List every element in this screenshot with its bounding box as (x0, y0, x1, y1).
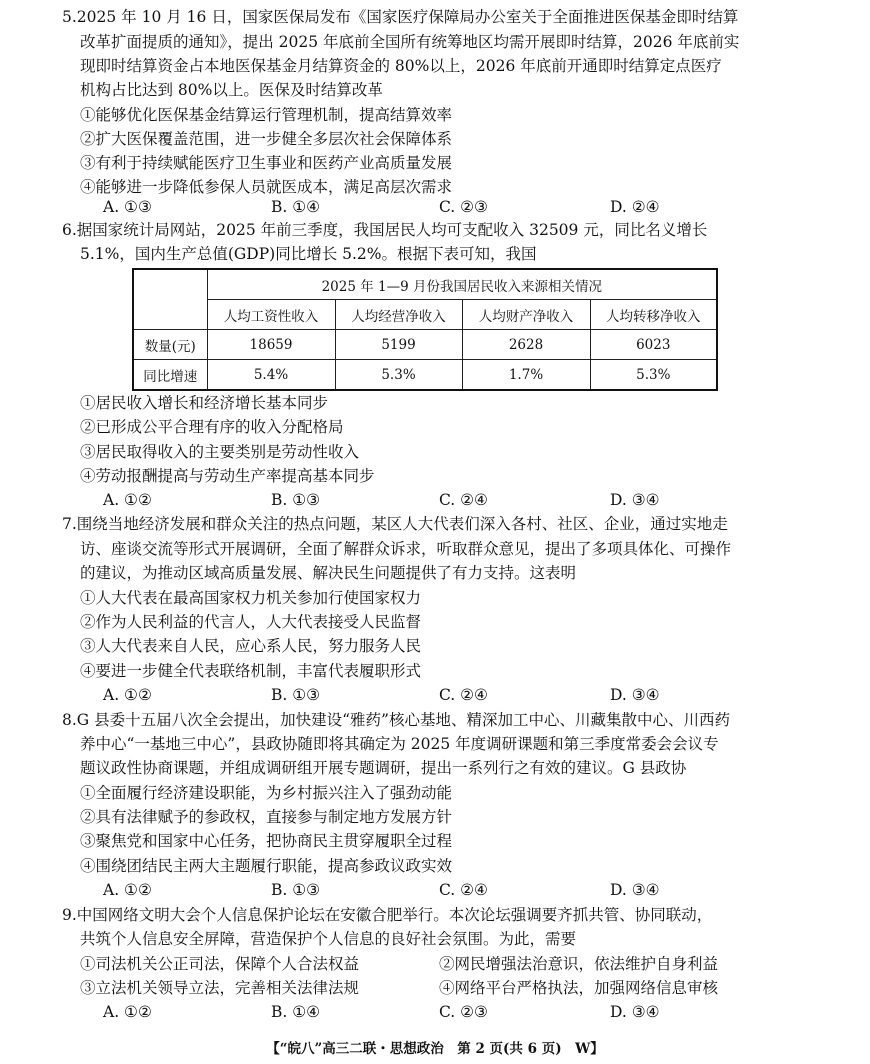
statement-option: ③居民取得收入的主要类别是劳动性收入 (80, 443, 360, 461)
statement-option: ②具有法律赋予的参政权，直接参与制定地方发展方针 (80, 808, 453, 826)
table-cell: 5.3% (590, 360, 717, 391)
answer-choice-d: D. ③④ (610, 1003, 660, 1021)
answer-choice-d: D. ③④ (610, 881, 660, 899)
statement-option: ④围绕团结民主两大主题履行职能，提高参政议政实效 (80, 857, 453, 875)
question-text-line: 5.1%，国内生产总值(GDP)同比增长 5.2%。根据下表可知，我国 (80, 245, 537, 263)
answer-choice-b: B. ①③ (271, 686, 321, 704)
table-cell: 18659 (207, 330, 335, 360)
answer-choice-c: C. ②④ (439, 491, 488, 509)
question-text-line: 访、座谈交流等形式开展调研，全面了解群众诉求，听取群众意见，提出了多项具体化、可操作 (80, 540, 732, 558)
statement-option: ①居民收入增长和经济增长基本同步 (80, 394, 329, 412)
column-header: 人均工资性收入 (207, 300, 335, 330)
answer-choice-b: B. ①③ (271, 491, 321, 509)
table-title: 2025 年 1—9 月份我国居民收入来源相关情况 (207, 269, 717, 300)
statement-option: ④能够进一步降低参保人员就医成本，满足高层次需求 (80, 178, 453, 196)
statement-option: ②扩大医保覆盖范围，进一步健全多层次社会保障体系 (80, 130, 453, 148)
statement-option: ②网民增强法治意识，依法维护自身利益 (439, 955, 719, 973)
answer-choice-d: D. ③④ (610, 686, 660, 704)
answer-choice-d: D. ②④ (610, 198, 660, 216)
statement-option: ②已形成公平合理有序的收入分配格局 (80, 418, 344, 436)
answer-choice-c: C. ②④ (439, 881, 488, 899)
statement-option: ③人大代表来自人民，应心系人民，努力服务人民 (80, 637, 422, 655)
question-text-line: 题议政性协商课题，并组成调研组开展专题调研，提出一系列行之有效的建议。G 县政协 (80, 759, 687, 777)
statement-option: ③立法机关领导立法，完善相关法律法规 (80, 979, 360, 997)
table-cell: 6023 (590, 330, 717, 360)
statement-option: ④网络平台严格执法，加强网络信息审核 (439, 979, 719, 997)
column-header: 人均经营净收入 (335, 300, 462, 330)
answer-choice-d: D. ③④ (610, 491, 660, 509)
table-cell: 5199 (335, 330, 462, 360)
answer-choice-c: C. ②④ (439, 686, 488, 704)
question-text-line: 7.围绕当地经济发展和群众关注的热点问题，某区人大代表们深入各村、社区、企业，通过实地走 (62, 515, 728, 533)
answer-choice-b: B. ①④ (271, 1003, 321, 1021)
question-text-line: 的建议，为推动区域高质量发展、解决民生问题提供了有力支持。这表明 (80, 564, 577, 582)
statement-option: ③有利于持续赋能医疗卫生事业和医药产业高质量发展 (80, 154, 453, 172)
answer-choice-a: A. ①③ (103, 198, 152, 216)
table-row (133, 330, 717, 360)
column-header: 人均财产净收入 (462, 300, 590, 330)
answer-choice-a: A. ①② (103, 491, 152, 509)
answer-choice-b: B. ①③ (271, 881, 321, 899)
question-text-line: 5.2025 年 10 月 16 日，国家医保局发布《国家医疗保障局办公室关于全面推进医保基金即时结算 (62, 8, 739, 26)
statement-option: ④劳动报酬提高与劳动生产率提高基本同步 (80, 467, 375, 485)
answer-choice-c: C. ②③ (439, 198, 488, 216)
statement-option: ②作为人民利益的代言人，人大代表接受人民监督 (80, 613, 422, 631)
question-text-line: 6.据国家统计局网站，2025 年前三季度，我国居民人均可支配收入 32509 元，同比名义增长 (62, 221, 708, 239)
table-cell: 2628 (462, 330, 590, 360)
statement-option: ④要进一步健全代表联络机制，丰富代表履职形式 (80, 662, 422, 680)
answer-choice-b: B. ①④ (271, 198, 321, 216)
statement-option: ①司法机关公正司法，保障个人合法权益 (80, 955, 360, 973)
column-header: 人均转移净收入 (590, 300, 717, 330)
page-footer: 【“皖八”高三二联・思想政治 第 2 页(共 6 页) W】 (266, 1041, 604, 1057)
row-label: 同比增速 (133, 360, 207, 391)
answer-choice-c: C. ②③ (439, 1003, 488, 1021)
table-row (133, 360, 717, 391)
question-text-line: 9.中国网络文明大会个人信息保护论坛在安徽合肥举行。本次论坛强调要齐抓共管、协同联动， (62, 906, 713, 924)
answer-choice-a: A. ①② (103, 1003, 152, 1021)
question-text-line: 改革扩面提质的通知》，提出 2025 年底前全国所有统筹地区均需开展即时结算，2026 年底前实 (80, 33, 740, 51)
answer-choice-a: A. ①② (103, 686, 152, 704)
statement-option: ①人大代表在最高国家权力机关参加行使国家权力 (80, 589, 422, 607)
statement-option: ①能够优化医保基金结算运行管理机制，提高结算效率 (80, 106, 453, 124)
row-label: 数量(元) (133, 330, 207, 360)
question-text-line: 养中心“一基地三中心”，县政协随即将其确定为 2025 年度调研课题和第三季度常委会会议专 (80, 735, 719, 753)
answer-choice-a: A. ①② (103, 881, 152, 899)
question-text-line: 共筑个人信息安全屏障，营造保护个人信息的良好社会氛围。为此，需要 (80, 930, 577, 948)
table-corner-cell (133, 269, 207, 330)
table-cell: 5.3% (335, 360, 462, 391)
income-source-table (132, 268, 718, 391)
question-text-line: 现即时结算资金占本地医保基金月结算资金的 80%以上，2026 年底前开通即时结算定点医疗 (80, 57, 722, 75)
statement-option: ①全面履行经济建设职能，为乡村振兴注入了强劲动能 (80, 784, 453, 802)
question-text-line: 8.G 县委十五届八次全会提出，加快建设“雅药”核心基地、精深加工中心、川藏集散中心、川西药 (62, 711, 730, 729)
table-cell: 1.7% (462, 360, 590, 391)
question-text-line: 机构占比达到 80%以上。医保及时结算改革 (80, 81, 383, 99)
statement-option: ③聚焦党和国家中心任务，把协商民主贯穿履职全过程 (80, 832, 453, 850)
table-cell: 5.4% (207, 360, 335, 391)
